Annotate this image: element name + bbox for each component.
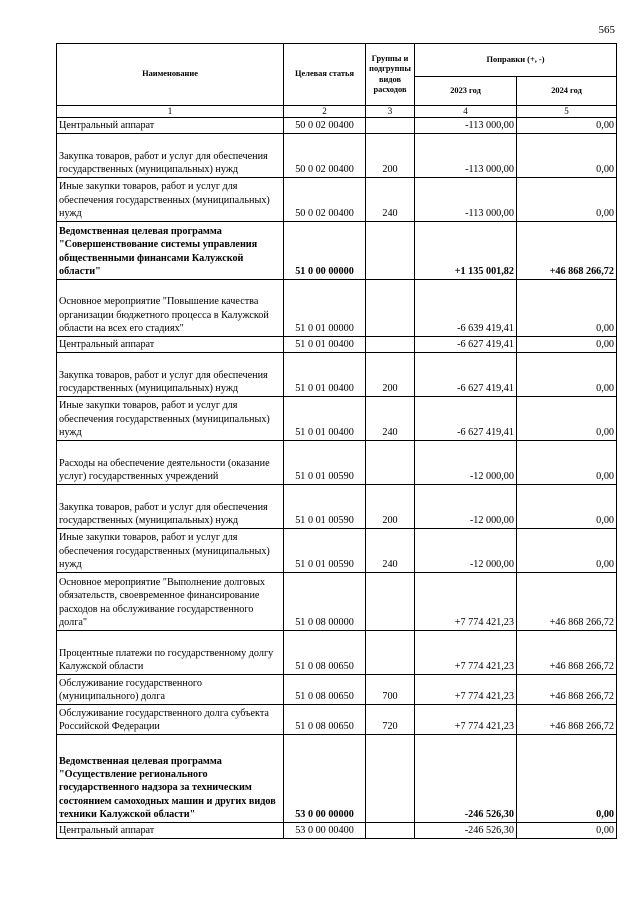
table-row — [57, 117, 617, 133]
row-name: Ведомственная целевая программа "Осуществление регионального государственного надзора за техническим состоянием самоходных машин и других видов техники Калужской области" — [57, 734, 284, 822]
row-name: Центральный аппарат — [57, 822, 284, 838]
table-row — [57, 396, 617, 440]
col-number: 4 — [415, 106, 517, 118]
row-amount-2024: +46 868 266,72 — [517, 630, 617, 674]
col-number: 3 — [366, 106, 415, 118]
row-target-code: 50 0 02 00400 — [284, 117, 366, 133]
row-target-code: 50 0 02 00400 — [284, 177, 366, 221]
table-row — [57, 528, 617, 572]
table-row — [57, 177, 617, 221]
col-number: 2 — [284, 106, 366, 118]
row-group-code — [366, 117, 415, 133]
row-group-code — [366, 630, 415, 674]
header-name: Наименование — [57, 44, 284, 106]
row-amount-2024: 0,00 — [517, 734, 617, 822]
row-amount-2024: 0,00 — [517, 396, 617, 440]
row-name: Основное мероприятие "Выполнение долговых обязательств, своевременное финансирование расходов на обслуживание государственного долга" — [57, 572, 284, 630]
row-group-code — [366, 440, 415, 484]
row-amount-2024: 0,00 — [517, 352, 617, 396]
row-group-code — [366, 336, 415, 352]
row-amount-2024: 0,00 — [517, 484, 617, 528]
table-row — [57, 630, 617, 674]
row-name: Расходы на обеспечение деятельности (оказание услуг) государственных учреждений — [57, 440, 284, 484]
header-amendments: Поправки (+, -) — [415, 44, 617, 77]
row-amount-2024: +46 868 266,72 — [517, 704, 617, 734]
row-amount-2023: -246 526,30 — [415, 734, 517, 822]
row-amount-2023: -113 000,00 — [415, 117, 517, 133]
row-amount-2023: -12 000,00 — [415, 484, 517, 528]
table-row — [57, 279, 617, 336]
row-amount-2023: +7 774 421,23 — [415, 704, 517, 734]
row-amount-2023: -12 000,00 — [415, 528, 517, 572]
row-target-code: 51 0 08 00000 — [284, 572, 366, 630]
row-amount-2024: +46 868 266,72 — [517, 674, 617, 704]
row-amount-2024: 0,00 — [517, 133, 617, 177]
table-row — [57, 221, 617, 279]
table-row — [57, 336, 617, 352]
row-group-code — [366, 734, 415, 822]
row-group-code: 240 — [366, 528, 415, 572]
row-amount-2024: +46 868 266,72 — [517, 221, 617, 279]
row-group-code: 700 — [366, 674, 415, 704]
col-number: 1 — [57, 106, 284, 118]
row-name: Обслуживание государственного долга субъекта Российской Федерации — [57, 704, 284, 734]
row-amount-2024: 0,00 — [517, 177, 617, 221]
row-name: Центральный аппарат — [57, 117, 284, 133]
page-number: 565 — [598, 24, 615, 36]
row-target-code: 53 0 00 00000 — [284, 734, 366, 822]
row-target-code: 50 0 02 00400 — [284, 133, 366, 177]
row-target-code: 51 0 01 00590 — [284, 484, 366, 528]
header-year-2023: 2023 год — [415, 77, 517, 106]
row-amount-2024: 0,00 — [517, 117, 617, 133]
row-name: Иные закупки товаров, работ и услуг для обеспечения государственных (муниципальных) нужд — [57, 528, 284, 572]
row-group-code: 200 — [366, 484, 415, 528]
row-target-code: 53 0 00 00400 — [284, 822, 366, 838]
row-amount-2023: -6 627 419,41 — [415, 396, 517, 440]
row-name: Иные закупки товаров, работ и услуг для обеспечения государственных (муниципальных) нужд — [57, 177, 284, 221]
row-target-code: 51 0 08 00650 — [284, 674, 366, 704]
row-group-code — [366, 822, 415, 838]
row-target-code: 51 0 01 00400 — [284, 352, 366, 396]
table-row — [57, 674, 617, 704]
row-name: Закупка товаров, работ и услуг для обеспечения государственных (муниципальных) нужд — [57, 352, 284, 396]
row-name: Обслуживание государственного (муниципального) долга — [57, 674, 284, 704]
row-amount-2023: -12 000,00 — [415, 440, 517, 484]
row-target-code: 51 0 01 00000 — [284, 279, 366, 336]
row-amount-2024: 0,00 — [517, 528, 617, 572]
row-name: Закупка товаров, работ и услуг для обеспечения государственных (муниципальных) нужд — [57, 484, 284, 528]
budget-table — [56, 43, 617, 839]
col-number: 5 — [517, 106, 617, 118]
row-name: Иные закупки товаров, работ и услуг для обеспечения государственных (муниципальных) нужд — [57, 396, 284, 440]
row-amount-2023: +7 774 421,23 — [415, 674, 517, 704]
row-target-code: 51 0 01 00400 — [284, 396, 366, 440]
header-year-2024: 2024 год — [517, 77, 617, 106]
row-name: Центральный аппарат — [57, 336, 284, 352]
row-group-code: 240 — [366, 396, 415, 440]
row-name: Ведомственная целевая программа "Совершенствование системы управления общественными финансами Калужской области" — [57, 221, 284, 279]
row-amount-2024: +46 868 266,72 — [517, 572, 617, 630]
row-target-code: 51 0 01 00590 — [284, 440, 366, 484]
header-groups: Группы и подгруппы видов расходов — [366, 44, 415, 106]
row-amount-2024: 0,00 — [517, 279, 617, 336]
row-target-code: 51 0 08 00650 — [284, 630, 366, 674]
table-row — [57, 484, 617, 528]
row-group-code — [366, 221, 415, 279]
row-group-code: 720 — [366, 704, 415, 734]
table-body — [57, 117, 617, 838]
table-row — [57, 440, 617, 484]
row-group-code: 200 — [366, 133, 415, 177]
row-amount-2024: 0,00 — [517, 822, 617, 838]
row-group-code — [366, 572, 415, 630]
row-name: Закупка товаров, работ и услуг для обеспечения государственных (муниципальных) нужд — [57, 133, 284, 177]
row-amount-2023: -113 000,00 — [415, 177, 517, 221]
row-group-code: 240 — [366, 177, 415, 221]
row-amount-2023: -113 000,00 — [415, 133, 517, 177]
row-target-code: 51 0 00 00000 — [284, 221, 366, 279]
row-amount-2023: +1 135 001,82 — [415, 221, 517, 279]
table-row — [57, 352, 617, 396]
table-row — [57, 822, 617, 838]
row-amount-2023: -6 639 419,41 — [415, 279, 517, 336]
header-target: Целевая статья — [284, 44, 366, 106]
table-row — [57, 572, 617, 630]
row-amount-2024: 0,00 — [517, 336, 617, 352]
row-amount-2023: -6 627 419,41 — [415, 336, 517, 352]
table-row — [57, 734, 617, 822]
row-amount-2024: 0,00 — [517, 440, 617, 484]
row-target-code: 51 0 01 00400 — [284, 336, 366, 352]
row-amount-2023: -6 627 419,41 — [415, 352, 517, 396]
row-target-code: 51 0 08 00650 — [284, 704, 366, 734]
row-name: Процентные платежи по государственному долгу Калужской области — [57, 630, 284, 674]
table-row — [57, 704, 617, 734]
row-amount-2023: +7 774 421,23 — [415, 572, 517, 630]
row-amount-2023: -246 526,30 — [415, 822, 517, 838]
row-group-code: 200 — [366, 352, 415, 396]
row-name: Основное мероприятие "Повышение качества организации бюджетного процесса в Калужской области на всех его стадиях" — [57, 279, 284, 336]
row-group-code — [366, 279, 415, 336]
row-target-code: 51 0 01 00590 — [284, 528, 366, 572]
row-amount-2023: +7 774 421,23 — [415, 630, 517, 674]
table-row — [57, 133, 617, 177]
